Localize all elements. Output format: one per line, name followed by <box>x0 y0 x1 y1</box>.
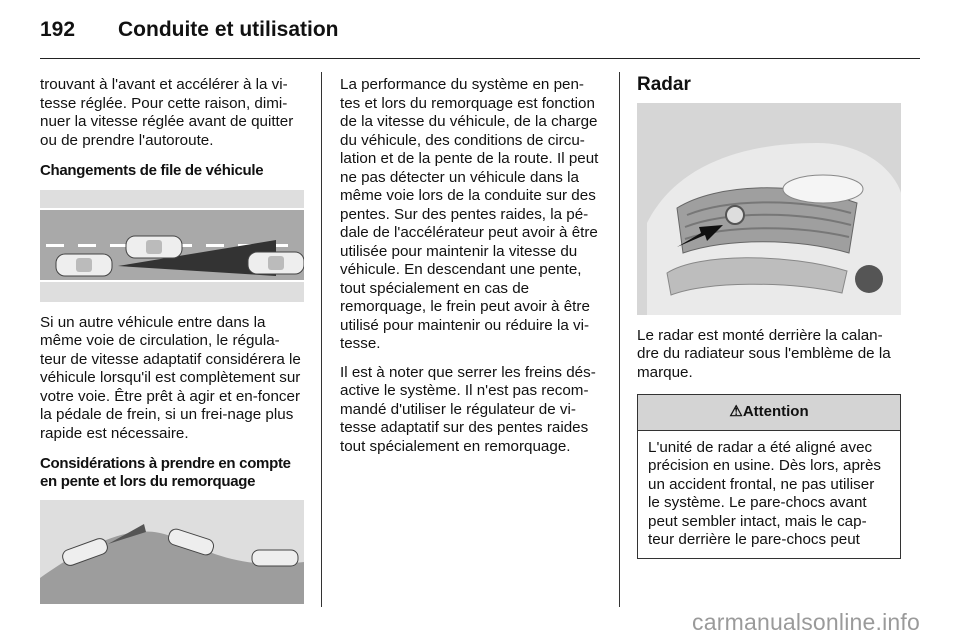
section-heading: Changements de file de véhicule <box>40 162 264 179</box>
paragraph: Le radar est monté derrière la calan-dre du radiateur sous l'emblème de la marque. <box>637 326 891 381</box>
paragraph: trouvant à l'avant et accélérer à la vi-tesse réglée. Pour cette raison, dimi-nuer la vitesse réglée avant de quitter ou de prendre l'autoroute. <box>40 76 294 149</box>
page-number: 192 <box>40 18 76 41</box>
column-2 <box>340 76 602 466</box>
hill-towing-illustration <box>40 500 304 604</box>
page-header <box>40 18 339 42</box>
paragraph: Si un autre véhicule entre dans la même voie de circulation, le régula-teur de vitesse adaptatif considérera le véhicule lorsqu'il est complètement sur votre voie. Être prêt à agir et en-foncer la pédale de frein, si un frei-nage plus rapide est nécessaire. <box>40 313 301 442</box>
warning-title: Attention <box>742 403 809 420</box>
header-rule <box>40 58 920 59</box>
warning-header <box>638 395 900 431</box>
watermark: carmanualsonline.info <box>692 609 920 635</box>
warning-text: L'unité de radar a été aligné avec précision en usine. Dès lors, après un accident frontal, ne pas utiliser le système. Le pare-chocs avant peut sembler intact, mais le cap-teur derrière le pare-chocs peut <box>648 438 881 548</box>
radar-location-photo <box>637 103 901 315</box>
column-1 <box>40 76 304 616</box>
column-3 <box>637 76 901 559</box>
warning-triangle-icon: ⚠ <box>729 403 743 420</box>
warning-box <box>637 394 901 559</box>
page-title: Conduite et utilisation <box>118 18 339 41</box>
section-title: Radar <box>637 74 691 95</box>
column-divider <box>321 72 322 607</box>
lane-change-illustration <box>40 190 304 302</box>
column-divider <box>619 72 620 607</box>
section-heading: Considérations à prendre en compte en pente et lors du remorquage <box>40 455 291 490</box>
paragraph: Il est à noter que serrer les freins dés-active le système. Il n'est pas recom-mandé d'utiliser le régulateur de vi-tesse adaptatif sur des pentes raides tout spécialement en remorquage. <box>340 363 596 455</box>
paragraph: La performance du système en pen-tes et lors du remorquage est fonction de la vitesse du véhicule, de la charge du véhicule, des conditions de circu-lation et de la pente de la route. Il peut ne pas détecter un véhicule dans la même voie lors de la conduite sur des pentes. Sur des pentes raides, la pé-dale de l'accélérateur peut avoir à être utilisée pour maintenir la vitesse du véhicule. En descendant une pente, tout spécialement en cas de remorquage, le frein peut avoir à être utilisé pour maintenir ou réduire la vi-tesse. <box>340 76 599 352</box>
